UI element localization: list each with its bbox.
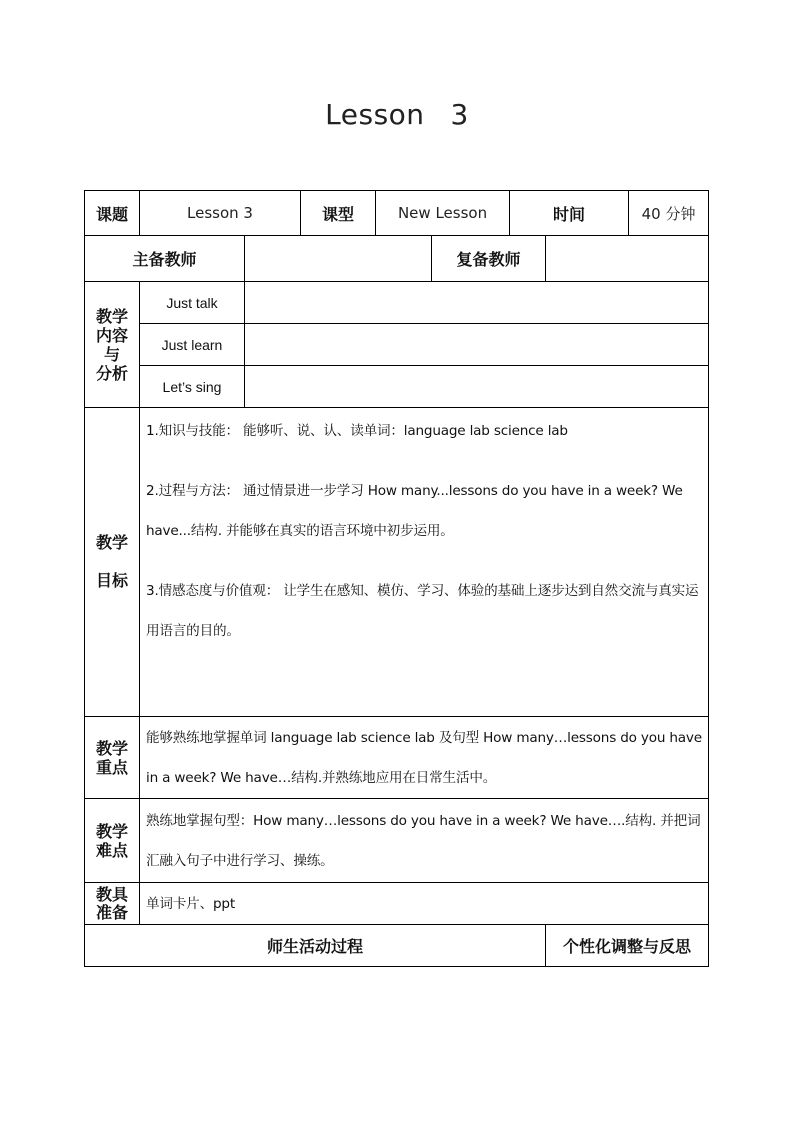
reflection-label: 个性化调整与反思 <box>546 925 709 967</box>
page-title <box>0 98 794 131</box>
goals-text <box>140 408 709 717</box>
co-teacher-value <box>546 236 709 282</box>
difficulties-label: 教学 难点 <box>85 799 140 883</box>
title-word: Lesson <box>325 98 425 131</box>
goal-attitude: 3.情感态度与价值观： 让学生在感知、模仿、学习、体验的基础上逐步达到自然交流与真实运用语言的目的。 <box>146 583 699 639</box>
goals-label: 教学 目标 <box>85 408 140 717</box>
content-detail-lets-sing <box>245 366 709 408</box>
materials-label: 教具 准备 <box>85 883 140 925</box>
time-value: 40 分钟 <box>629 191 709 236</box>
key-points-text: 能够熟练地掌握单词 language lab science lab 及句型 How many…lessons do you have in a week? We have…结构.并熟练地应用在日常生活中。 <box>140 717 709 799</box>
topic-value: Lesson 3 <box>140 191 301 236</box>
content-item-just-talk: Just talk <box>140 282 245 324</box>
difficulties-text: 熟练地掌握句型：How many…lessons do you have in a week? We have….结构. 并把词汇融入句子中进行学习、操练。 <box>140 799 709 883</box>
content-label: 教学 内容 与 分析 <box>85 282 140 408</box>
main-teacher-label: 主备教师 <box>85 236 245 282</box>
main-teacher-value <box>245 236 432 282</box>
co-teacher-label: 复备教师 <box>432 236 546 282</box>
type-label: 课型 <box>301 191 376 236</box>
process-label: 师生活动过程 <box>85 925 546 967</box>
content-row-3 <box>85 366 709 408</box>
key-points-label: 教学 重点 <box>85 717 140 799</box>
content-item-lets-sing: Let’s sing <box>140 366 245 408</box>
key-points-row <box>85 717 709 799</box>
content-detail-just-learn <box>245 324 709 366</box>
topic-label: 课题 <box>85 191 140 236</box>
footer-row <box>85 925 709 967</box>
type-value: New Lesson <box>376 191 510 236</box>
content-row-1 <box>85 282 709 324</box>
goal-knowledge: 1.知识与技能： 能够听、说、认、读单词：language lab science lab <box>146 423 568 439</box>
time-label: 时间 <box>510 191 629 236</box>
title-number: 3 <box>450 98 469 131</box>
materials-row <box>85 883 709 925</box>
content-item-just-learn: Just learn <box>140 324 245 366</box>
goals-row <box>85 408 709 717</box>
header-row <box>85 191 709 236</box>
teacher-row <box>85 236 709 282</box>
materials-text: 单词卡片、ppt <box>140 883 709 925</box>
content-row-2 <box>85 324 709 366</box>
goal-process: 2.过程与方法： 通过情景进一步学习 How many...lessons do you have in a week? We have...结构. 并能够在真实的语言环境中初步运用。 <box>146 483 683 539</box>
content-detail-just-talk <box>245 282 709 324</box>
lesson-plan-table <box>84 190 708 967</box>
difficulties-row <box>85 799 709 883</box>
